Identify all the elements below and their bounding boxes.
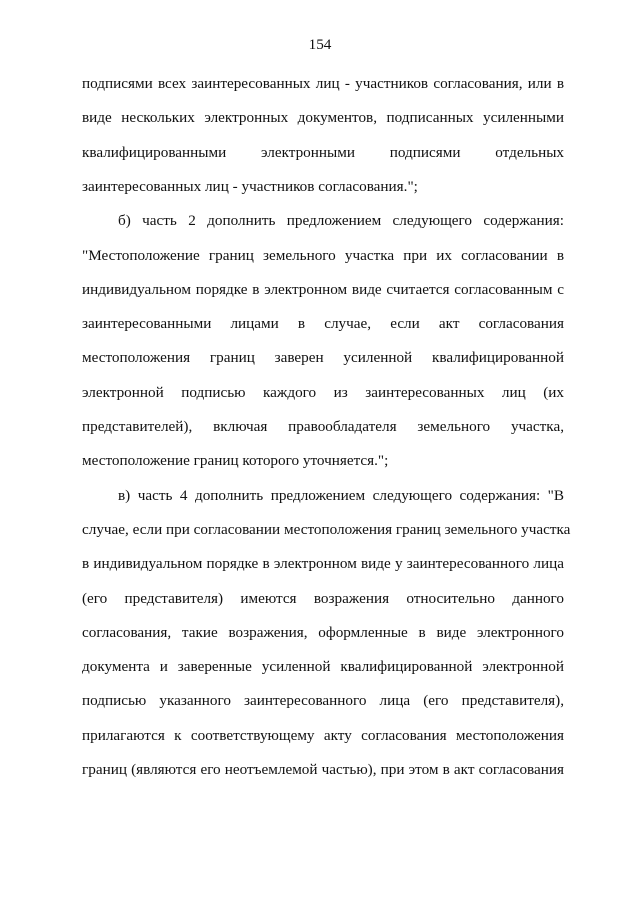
text-line: "Местоположение границ земельного участка при их согласовании в <box>82 246 564 264</box>
text-line: согласования, такие возражения, оформленные в виде электронного <box>82 623 564 641</box>
text-line: случае, если при согласовании местоположения границ земельного участка <box>82 520 571 538</box>
text-line: документа и заверенные усиленной квалифицированной электронной <box>82 658 564 676</box>
text-line: индивидуальном порядке в электронном виде считается согласованным с <box>82 280 564 298</box>
text-line: б) часть 2 дополнить предложением следующего содержания: <box>118 212 564 230</box>
text-line: в индивидуальном порядке в электронном виде у заинтересованного лица <box>82 555 564 573</box>
text-line: виде нескольких электронных документов, подписанных усиленными <box>82 109 564 127</box>
text-line: местоположение границ которого уточняется."; <box>82 452 389 470</box>
text-line: представителей), включая правообладателя земельного участка, <box>82 418 564 435</box>
text-line: в) часть 4 дополнить предложением следующего содержания: "В <box>118 486 564 504</box>
text-line: местоположения границ заверен усиленной квалифицированной <box>82 349 564 367</box>
text-line: (его представителя) имеются возражения относительно данного <box>82 589 564 607</box>
text-line: квалифицированными электронными подписями отдельных <box>82 143 564 161</box>
text-line: подписью указанного заинтересованного лица (его представителя), <box>82 692 564 710</box>
text-line: подписями всех заинтересованных лиц - участников согласования, или в <box>82 75 564 92</box>
text-line: границ (являются его неотъемлемой частью), при этом в акт согласования <box>82 761 564 778</box>
page-number: 154 <box>308 36 332 53</box>
text-line: электронной подписью каждого из заинтересованных лиц (их <box>82 383 564 401</box>
text-line: прилагаются к соответствующему акту согласования местоположения <box>82 726 564 744</box>
text-line: заинтересованных лиц - участников согласования."; <box>82 177 418 195</box>
text-line: заинтересованными лицами в случае, если акт согласования <box>82 315 564 333</box>
